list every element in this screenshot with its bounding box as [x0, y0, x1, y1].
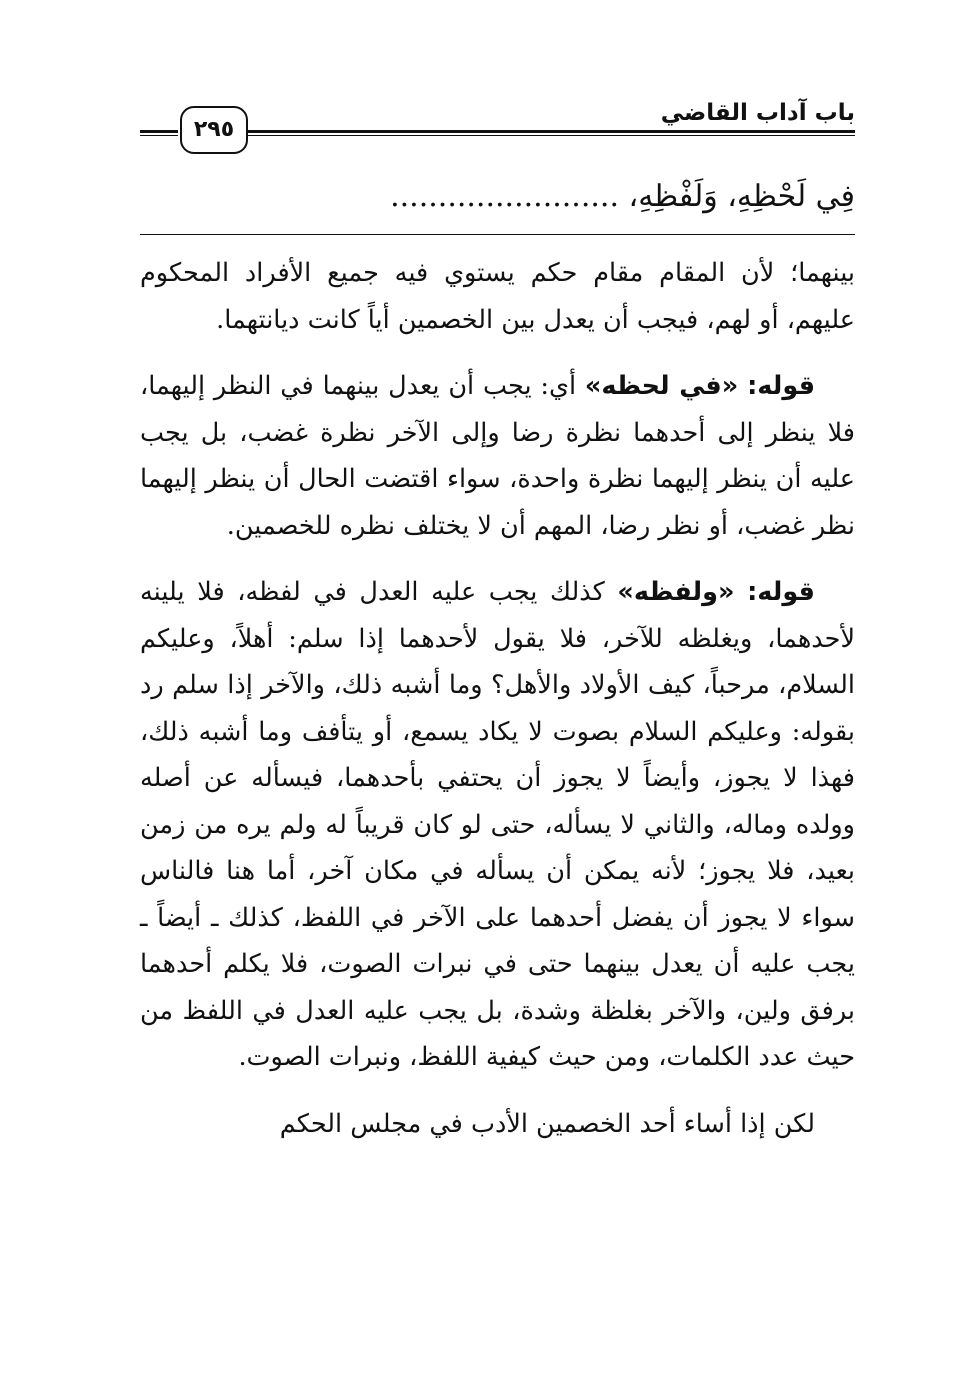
- header-rule-right: [248, 130, 855, 136]
- running-title: باب آداب القاضي: [660, 100, 855, 126]
- page-header: [140, 92, 855, 156]
- paragraph-3: [140, 569, 855, 1081]
- body-text: [140, 250, 855, 1167]
- quoted-phrase: «ولفظه»: [617, 577, 735, 607]
- paragraph-1: [140, 250, 855, 343]
- matn-line: فِي لَحْظِهِ، وَلَفْظِهِ، ........................: [390, 179, 855, 214]
- paragraph-text: أي: يجب أن يعدل بينهما في النظر إليهما، فلا ينظر إلى أحدهما نظرة رضا وإلى الآخر نظرة غضب، بل يجب عليه أن ينظر إليهما نظرة واحدة، سواء اقتضت الحال أن ينظر إليهما نظر غضب، أو نظر رضا، المهم أن لا يختلف نظره للخصمين.: [140, 371, 855, 541]
- paragraph-2: [140, 363, 855, 549]
- paragraph-text: لكن إذا أساء أحد الخصمين الأدب في مجلس الحكم: [279, 1108, 815, 1139]
- header-rule-left: [140, 130, 178, 136]
- commentary-keyword: قوله:: [747, 577, 815, 607]
- matn-divider: [140, 234, 855, 235]
- paragraph-text: بينهما؛ لأن المقام مقام حكم يستوي فيه جميع الأفراد المحكوم عليهم، أو لهم، فيجب أن يعدل بين الخصمين أياً كانت ديانتهما.: [140, 258, 855, 335]
- page-number: ٢٩٥: [180, 106, 248, 154]
- paragraph-4: [140, 1101, 855, 1148]
- paragraph-text: كذلك يجب عليه العدل في لفظه، فلا يلينه لأحدهما، ويغلظه للآخر، فلا يقول لأحدهما إذا سلم: أهلاً، وعليكم السلام، مرحباً، كيف الأولاد والأهل؟ وما أشبه ذلك، والآخر إذا سلم رد بقوله: وعليكم السلام بصوت لا يكاد يسمع، أو يتأفف وما أشبه ذلك، فهذا لا يجوز، وأيضاً لا يجوز أن يحتفي بأحدهما، فيسأله عن أصله وولده وماله، والثاني لا يسأله، حتى لو كان قريباً له ولم يره من زمن بعيد، فلا يجوز؛ لأنه يمكن أن يسأله في مكان آخر، أما هنا فالناس سواء لا يجوز أن يفضل أحدهما على الآخر في اللفظ، كذلك ـ أيضاً ـ يجب عليه أن يعدل بينهما حتى في نبرات الصوت، فلا يكلم أحدهما برفق ولين، والآخر بغلظة وشدة، بل يجب عليه العدل في اللفظ من حيث عدد الكلمات، ومن حيث كيفية اللفظ، ونبرات الصوت.: [140, 577, 855, 1072]
- quoted-phrase: «في لحظه»: [584, 371, 739, 401]
- commentary-keyword: قوله:: [747, 371, 816, 401]
